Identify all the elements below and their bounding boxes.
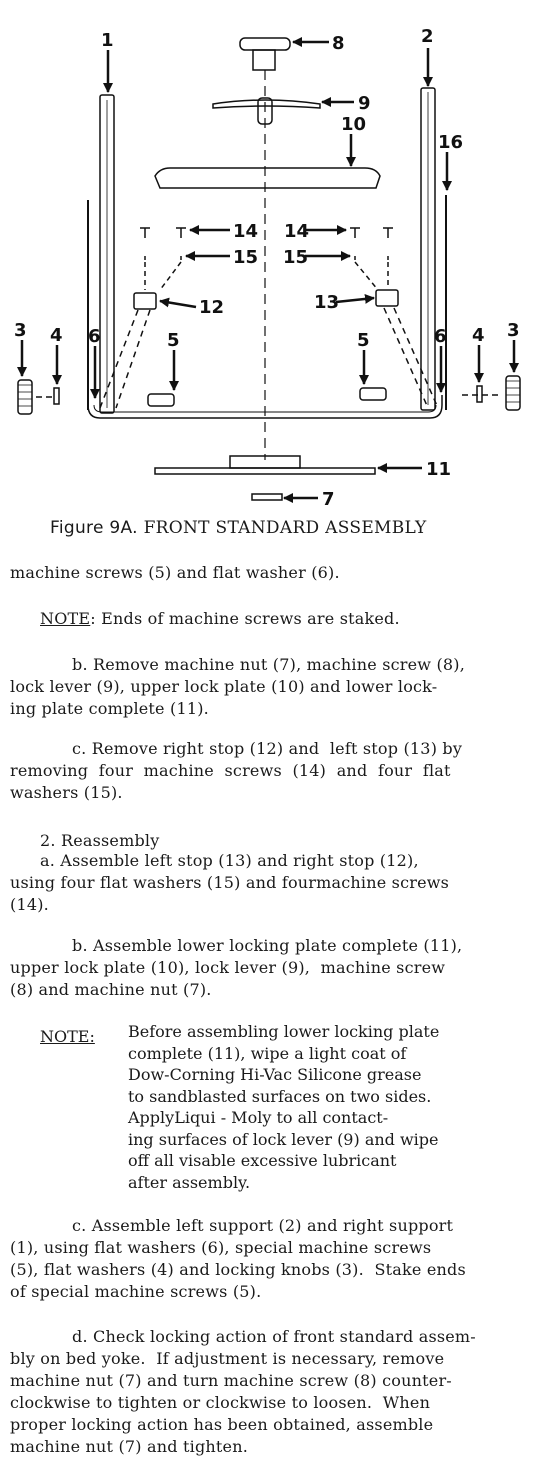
- text-line: ing plate complete (11).: [10, 699, 209, 718]
- text-line: (5), flat washers (4) and locking knobs (3). Stake ends: [10, 1260, 466, 1279]
- machine-screw-part: [240, 38, 290, 50]
- lock-lever-part: [213, 100, 320, 108]
- callout-4: 4: [50, 325, 63, 346]
- text-line: Dow-Corning Hi-Vac Silicone grease: [128, 1065, 422, 1084]
- text-line: washers (15).: [10, 783, 123, 802]
- text-line: Before assembling lower locking plate: [128, 1022, 440, 1041]
- paragraph-step-a-assemble: [10, 850, 449, 916]
- callout-6: 6: [434, 326, 447, 347]
- note-label: NOTE: [40, 1027, 90, 1046]
- text-line: c. Remove right stop (12) and left stop (13) by: [72, 739, 463, 758]
- callout-6: 6: [88, 326, 101, 347]
- text-line: d. Check locking action of front standard assem-: [72, 1327, 476, 1346]
- text-line: machine nut (7) and tighten.: [10, 1437, 248, 1456]
- callout-9: 9: [358, 93, 371, 114]
- note-text: : Ends of machine screws are staked.: [90, 609, 400, 628]
- text-line: removing four machine screws (14) and four flat: [10, 761, 451, 780]
- text-line: machine nut (7) and turn machine screw (8) counter-: [10, 1371, 452, 1390]
- note-lubricant-body: [128, 1021, 439, 1193]
- text-line: to sandblasted surfaces on two sides.: [128, 1086, 432, 1106]
- text-line: machine screws (5) and flat washer (6).: [10, 563, 340, 582]
- callout-11: 11: [426, 459, 452, 480]
- special-screw-left-part: [148, 394, 174, 406]
- paragraph-step-d-check: [10, 1326, 476, 1458]
- special-screw-right-part: [360, 388, 386, 400]
- text-line: a. Assemble left stop (13) and right stop (12),: [40, 851, 419, 870]
- text-line: c. Assemble left support (2) and right support: [72, 1216, 454, 1235]
- callout-14: 14: [284, 221, 310, 242]
- callout-3: 3: [14, 320, 27, 341]
- text-line: (8) and machine nut (7).: [10, 980, 212, 999]
- text-line: of special machine screws (5).: [10, 1282, 262, 1301]
- text-line: complete (11), wipe a light coat of: [128, 1043, 407, 1063]
- paragraph-step-b-remove: [10, 654, 465, 720]
- text-line: ing surfaces of lock lever (9) and wipe: [128, 1129, 439, 1149]
- left-stop-part: [376, 290, 398, 306]
- callout-13: 13: [314, 292, 340, 313]
- callout-12: 12: [199, 297, 225, 318]
- callout-4: 4: [472, 325, 485, 346]
- callout-15: 15: [233, 247, 259, 268]
- paragraph-step-c-remove: [10, 738, 462, 804]
- paragraph-step-b-assemble: [10, 935, 462, 1001]
- callout-3: 3: [507, 320, 520, 341]
- callout-7: 7: [322, 489, 335, 510]
- callout-16: 16: [438, 132, 464, 153]
- figure-caption: [50, 518, 427, 538]
- right-stop-part: [134, 293, 156, 309]
- reassembly-heading: 2. Reassembly: [40, 831, 160, 850]
- figure-caption-title: FRONT STANDARD ASSEMBLY: [143, 518, 427, 538]
- callout-5: 5: [167, 330, 180, 351]
- paragraph-continuation: [10, 562, 340, 584]
- front-standard-assembly-diagram: [0, 0, 552, 520]
- text-line: after assembly.: [128, 1172, 251, 1192]
- text-line: lock lever (9), upper lock plate (10) and lower lock-: [10, 677, 438, 696]
- text-line: b. Assemble lower locking plate complete (11),: [72, 936, 463, 955]
- figure-caption-prefix: Figure 9A.: [50, 518, 138, 538]
- paragraph-step-c-assemble: [10, 1215, 466, 1303]
- note-lubricant-label: [40, 1027, 95, 1046]
- note-colon: :: [89, 1027, 95, 1046]
- callout-14: 14: [233, 221, 259, 242]
- upper-lock-plate-part: [155, 168, 380, 188]
- text-line: (14).: [10, 895, 49, 914]
- callout-5: 5: [357, 330, 370, 351]
- text-line: proper locking action has been obtained, assemble: [10, 1415, 434, 1434]
- machine-nut-part: [252, 494, 282, 500]
- screw-group-right: [350, 228, 393, 290]
- text-line: upper lock plate (10), lock lever (9), machine screw: [10, 958, 446, 977]
- text-line: clockwise to tighten or clockwise to loosen. When: [10, 1393, 431, 1412]
- text-line: off all visable excessive lubricant: [128, 1151, 397, 1170]
- text-line: (1), using flat washers (6), special machine screws: [10, 1238, 432, 1257]
- text-line: b. Remove machine nut (7), machine screw (8),: [72, 655, 466, 674]
- callout-15: 15: [283, 247, 309, 268]
- text-line: using four flat washers (15) and fourmachine screws: [10, 873, 450, 892]
- callout-8: 8: [332, 33, 345, 54]
- text-line: bly on bed yoke. If adjustment is necessary, remove: [10, 1349, 445, 1368]
- callout-1: 1: [101, 30, 114, 51]
- callout-2: 2: [421, 26, 434, 47]
- note-staked: [40, 608, 400, 630]
- note-label: NOTE: [40, 609, 91, 628]
- text-line: ApplyLiqui - Moly to all contact-: [128, 1108, 389, 1127]
- screw-group-left: [140, 228, 186, 290]
- callout-10: 10: [341, 114, 367, 135]
